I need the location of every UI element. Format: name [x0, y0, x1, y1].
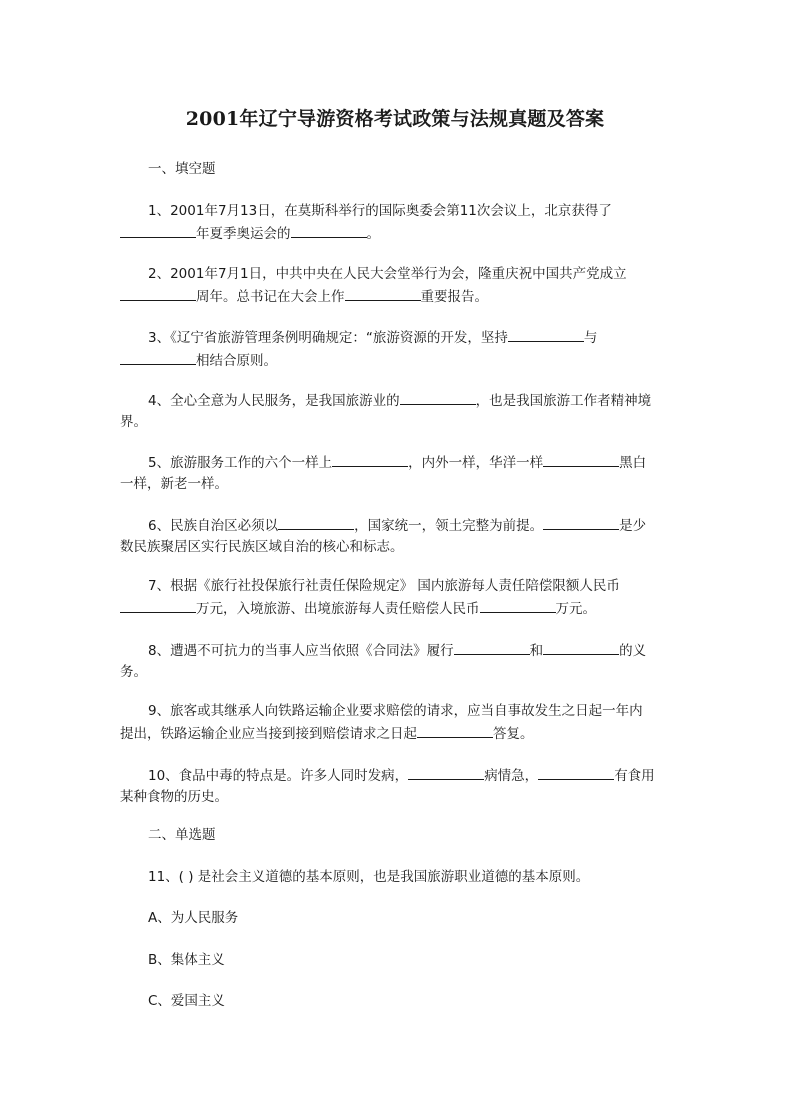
question-5-line1-end: 黑白 — [619, 455, 647, 471]
answer-blank — [291, 222, 367, 238]
section-heading-text: 一、填空题 — [148, 161, 216, 177]
question-10 — [120, 764, 675, 808]
answer-blank — [417, 722, 493, 738]
answer-blank — [120, 222, 196, 238]
question-10-line1-mid: 病情急， — [484, 768, 539, 784]
answer-blank — [120, 349, 196, 365]
answer-blank — [480, 597, 556, 613]
question-5 — [120, 451, 675, 495]
question-2-line2-mid: 周年。总书记在大会上作 — [196, 289, 345, 305]
question-10-line2: 某种食物的历史。 — [120, 789, 228, 805]
option-label: C、爱国主义 — [148, 993, 225, 1009]
question-4-line1-end: ，也是我国旅游工作者精神境 — [475, 393, 652, 409]
question-7 — [120, 576, 675, 620]
question-3-line1-start: 3、《辽宁省旅游管理条例明确规定：“旅游资源的开发，坚持 — [148, 330, 508, 346]
question-7-line1: 7、根据《旅行社投保旅行社责任保险规定》 国内旅游每人责任陪偿限额人民币 — [148, 578, 620, 594]
section-heading-fill-in — [120, 159, 675, 180]
answer-blank — [454, 639, 530, 655]
question-11 — [120, 867, 675, 888]
question-9-line2-start: 提出，铁路运输企业应当接到接到赔偿请求之日起 — [120, 726, 417, 742]
answer-blank — [345, 285, 421, 301]
question-9-line2-end: 答复。 — [493, 726, 534, 742]
section-heading-text: 二、单选题 — [148, 827, 216, 843]
question-6-line2: 数民族聚居区实行民族区域自治的核心和标志。 — [120, 539, 404, 555]
option-label: B、集体主义 — [148, 952, 225, 968]
question-9-line1: 9、旅客或其继承人向铁路运输企业要求赔偿的请求，应当自事故发生之日起一年内 — [148, 703, 643, 719]
question-3 — [120, 326, 675, 372]
answer-blank — [543, 639, 619, 655]
question-8-line1-end: 的义 — [619, 643, 647, 659]
question-11-text: 11、( ) 是社会主义道德的基本原则，也是我国旅游职业道德的基本原则。 — [148, 869, 590, 885]
question-7-line2-end: 万元。 — [555, 601, 596, 617]
answer-blank — [543, 514, 619, 530]
document-title: 2001年辽宁导游资格考试政策与法规真题及答案 — [185, 108, 605, 130]
question-9 — [120, 701, 675, 745]
question-11-option-b — [120, 950, 675, 971]
option-label: A、为人民服务 — [148, 910, 239, 926]
question-6-line1-mid: ，国家统一，领土完整为前提。 — [354, 518, 544, 534]
answer-blank — [400, 389, 476, 405]
question-6-line1-start: 6、民族自治区必须以 — [148, 518, 279, 534]
question-3-line2-end: 相结合原则。 — [196, 353, 277, 369]
question-1 — [120, 201, 675, 245]
question-4 — [120, 389, 675, 433]
question-2-line2-end: 重要报告。 — [420, 289, 488, 305]
question-3-line1-end: 与 — [583, 330, 598, 346]
question-10-line1-start: 10、食品中毒的特点是。许多人同时发病， — [148, 768, 409, 784]
question-6-line1-end: 是少 — [619, 518, 647, 534]
question-11-option-c — [120, 991, 675, 1012]
question-8-line1-mid: 和 — [529, 643, 544, 659]
answer-blank — [120, 597, 196, 613]
question-1-line1: 1、2001年7月13日，在莫斯科举行的国际奥委会第11次会议上，北京获得了 — [148, 203, 612, 219]
question-11-option-a — [120, 908, 675, 929]
answer-blank — [120, 285, 196, 301]
answer-blank — [543, 451, 619, 467]
answer-blank — [332, 451, 408, 467]
question-6 — [120, 514, 675, 558]
question-1-line2-mid: 年夏季奥运会的 — [196, 226, 291, 242]
answer-blank — [538, 764, 614, 780]
answer-blank — [408, 764, 484, 780]
question-2 — [120, 264, 675, 308]
question-4-line1-start: 4、全心全意为人民服务，是我国旅游业的 — [148, 393, 400, 409]
question-4-line2: 界。 — [120, 414, 147, 430]
question-8 — [120, 639, 675, 683]
question-5-line1-start: 5、旅游服务工作的六个一样上 — [148, 455, 333, 471]
answer-blank — [278, 514, 354, 530]
question-5-line2: 一样，新老一样。 — [120, 476, 228, 492]
question-8-line2: 务。 — [120, 664, 147, 680]
question-10-line1-end: 有食用 — [614, 768, 655, 784]
question-2-line1: 2、2001年7月1日，中共中央在人民大会堂举行为会，隆重庆祝中国共产党成立 — [148, 266, 627, 282]
answer-blank — [508, 326, 584, 342]
question-1-line2-end: 。 — [366, 226, 380, 242]
section-heading-single-choice — [120, 825, 675, 846]
question-5-line1-mid: ，内外一样，华洋一样 — [408, 455, 544, 471]
question-8-line1-start: 8、遭遇不可抗力的当事人应当依照《合同法》履行 — [148, 643, 454, 659]
question-7-line2-mid: 万元，入境旅游、出境旅游每人责任赔偿人民币 — [196, 601, 480, 617]
